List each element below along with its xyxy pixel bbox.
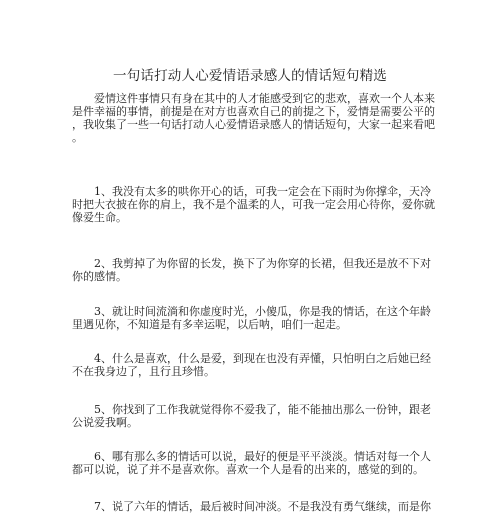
intro-line: 是件幸福的事情，前提是在对方也喜欢自己的前提之下，爱情是需要公平的 (72, 105, 435, 118)
quote-line: 里遇见你，不知道是有多幸运呢，以后呐，咱们一起走。 (72, 318, 347, 331)
quote-line: 不在我身边了，且行且珍惜。 (72, 365, 215, 378)
quote-item-5 (72, 403, 431, 430)
intro-line: 爱情这件事情只有身在其中的人才能感受到它的悲欢，喜欢一个人本来 (94, 92, 435, 105)
quote-item-2 (72, 257, 431, 284)
quote-line: 7、说了六年的情话，最后被时间冲淡。不是我没有勇气继续，而是你 (94, 500, 431, 513)
quote-item-3 (72, 305, 431, 332)
quote-line: 1、我没有太多的哄你开心的话，可我一定会在下雨时为你撑伞，天冷 (94, 185, 431, 198)
quote-line: 你的感情。 (72, 270, 127, 283)
intro-line: 。 (72, 131, 83, 144)
quote-line: 都可以说，说了并不是喜欢你。喜欢一个人是看的出来的，感觉的到的。 (72, 463, 424, 476)
quote-line: 3、就让时间流淌和你虚度时光，小傻瓜，你是我的情话，在这个年龄 (94, 305, 431, 318)
quote-line: 2、我剪掉了为你留的长发，换下了为你穿的长裙，但我还是放不下对 (94, 257, 431, 270)
quote-item-6 (72, 450, 431, 477)
quote-item-1 (72, 185, 435, 225)
quote-line: 时把大衣披在你的肩上，我不是个温柔的人，可我一定会用心待你，爱你就 (72, 198, 435, 211)
quote-line: 像爱生命。 (72, 211, 127, 224)
intro-line: ，我收集了一些一句话打动人心爱情语录感人的情话短句，大家一起来看吧 (72, 118, 435, 131)
quote-line: 5、你找到了工作我就觉得你不爱我了，能不能抽出那么一份钟，跟老 (94, 403, 431, 416)
quote-line: 公说爱我啊。 (72, 416, 138, 429)
quote-line: 6、哪有那么多的情话可以说，最好的便是平平淡淡。情话对每一个人 (94, 450, 431, 463)
quote-item-7 (72, 500, 431, 514)
intro-paragraph (72, 92, 435, 145)
document-title: 一句话打动人心爱情语录感人的情话短句精选 (113, 68, 387, 84)
quote-line: 4、什么是喜欢，什么是爱，到现在也没有弄懂，只怕明白之后她已经 (94, 352, 431, 365)
quote-item-4 (72, 352, 431, 379)
